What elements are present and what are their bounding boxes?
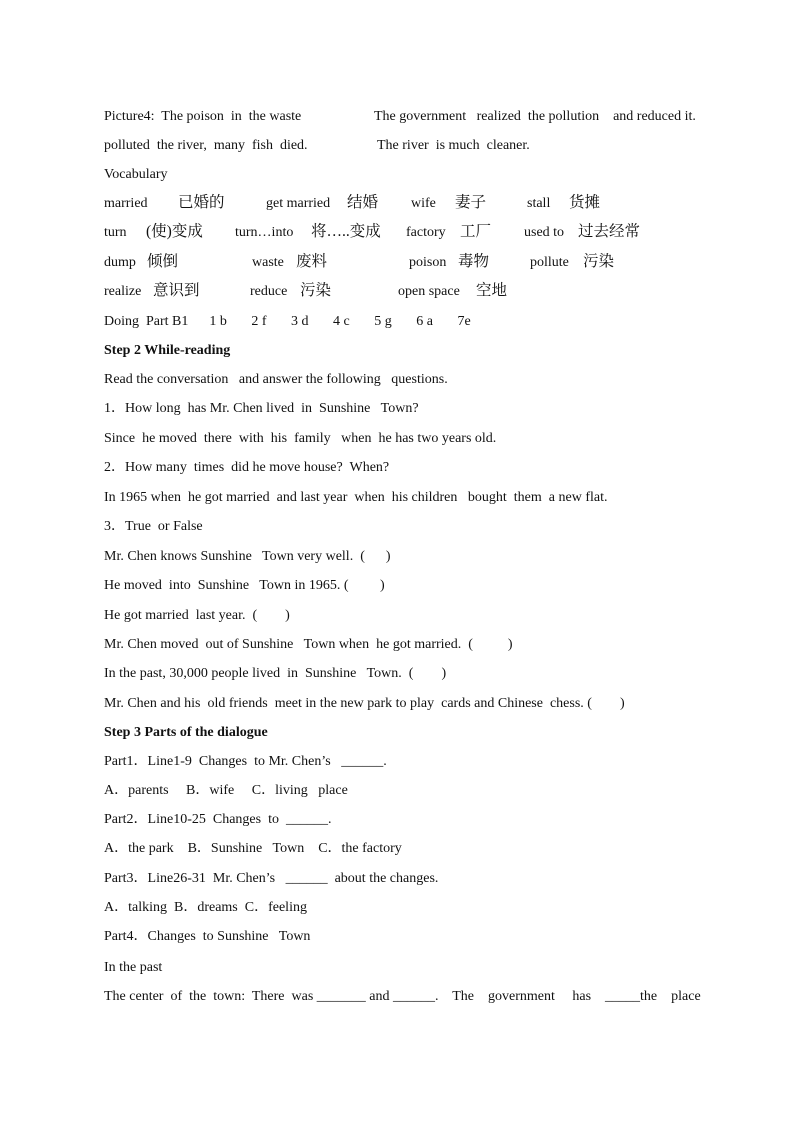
vocab-cn: 已婚的 bbox=[178, 194, 225, 211]
part2-options: A．the park B．Sunshine Town C．the factory bbox=[104, 841, 402, 856]
question-2: 2．How many times did he move house? When? bbox=[104, 460, 390, 475]
vocab-cn: 废料 bbox=[296, 253, 328, 270]
vocab-cn: 空地 bbox=[476, 282, 508, 299]
step3-heading: Step 3 Parts of the dialogue bbox=[104, 725, 268, 740]
answer-2: In 1965 when he got married and last year when his children bought them a new flat. bbox=[104, 490, 608, 505]
vocab-en: dump bbox=[104, 255, 136, 270]
vocab-en: reduce bbox=[250, 284, 288, 299]
vocab-en: turn bbox=[104, 225, 127, 240]
picture4-right-line1: The government realized the pollution and reduced it. bbox=[374, 109, 696, 124]
part4-prompt: Part4．Changes to Sunshine Town bbox=[104, 929, 311, 944]
vocab-cn: 污染 bbox=[300, 282, 332, 299]
question-3: 3．True or False bbox=[104, 519, 203, 534]
true-false-item: Mr. Chen and his old friends meet in the new park to play cards and Chinese chess. ( ) bbox=[104, 696, 625, 711]
vocab-cn: 妻子 bbox=[455, 194, 487, 211]
in-the-past-label: In the past bbox=[104, 960, 163, 975]
true-false-item: He got married last year. ( ) bbox=[104, 608, 290, 623]
part2-prompt: Part2．Line10-25 Changes to ______. bbox=[104, 812, 332, 827]
vocab-cn: 工厂 bbox=[460, 223, 492, 240]
true-false-item: He moved into Sunshine Town in 1965. ( ) bbox=[104, 578, 385, 593]
part3-prompt: Part3．Line26-31 Mr. Chen’s ______ about the changes. bbox=[104, 871, 439, 886]
town-center-line: The center of the town: There was _______ and ______. The government has _____the place bbox=[104, 989, 701, 1004]
vocab-en: poison bbox=[409, 255, 447, 270]
true-false-item: In the past, 30,000 people lived in Sunshine Town. ( ) bbox=[104, 666, 447, 681]
true-false-item: Mr. Chen knows Sunshine Town very well. ( ) bbox=[104, 549, 391, 564]
vocab-cn: (使)变成 bbox=[146, 223, 203, 240]
vocab-en: pollute bbox=[530, 255, 569, 270]
vocab-en: turn…into bbox=[235, 225, 294, 240]
vocab-cn: 倾倒 bbox=[147, 253, 179, 270]
vocab-en: get married bbox=[266, 196, 331, 211]
vocab-en: realize bbox=[104, 284, 142, 299]
part1-options: A．parents B．wife C．living place bbox=[104, 783, 348, 798]
picture4-right-line2: The river is much cleaner. bbox=[377, 138, 530, 153]
question-1: 1．How long has Mr. Chen lived in Sunshine Town? bbox=[104, 401, 419, 416]
vocab-cn: 毒物 bbox=[458, 253, 490, 270]
vocab-en: married bbox=[104, 196, 148, 211]
step2-instruction: Read the conversation and answer the following questions. bbox=[104, 372, 448, 387]
picture4-left-line1: Picture4: The poison in the waste bbox=[104, 109, 302, 124]
vocab-cn: 意识到 bbox=[153, 282, 200, 299]
answer-1: Since he moved there with his family when he has two years old. bbox=[104, 431, 497, 446]
step2-heading: Step 2 While-reading bbox=[104, 343, 231, 358]
doing-part-b1: Doing Part B1 1 b 2 f 3 d 4 c 5 g 6 a 7e bbox=[104, 314, 471, 329]
vocab-cn: 污染 bbox=[583, 253, 615, 270]
vocab-en: stall bbox=[527, 196, 551, 211]
vocab-en: waste bbox=[252, 255, 284, 270]
vocab-cn: 结婚 bbox=[347, 194, 379, 211]
vocab-cn: 过去经常 bbox=[578, 223, 641, 240]
picture4-left-line2: polluted the river, many fish died. bbox=[104, 138, 308, 153]
part1-prompt: Part1．Line1-9 Changes to Mr. Chen’s ______. bbox=[104, 754, 387, 769]
vocab-en: open space bbox=[398, 284, 460, 299]
vocab-cn: 将…..变成 bbox=[311, 223, 381, 240]
vocab-cn: 货摊 bbox=[569, 194, 601, 211]
vocabulary-heading: Vocabulary bbox=[104, 167, 168, 182]
vocab-en: wife bbox=[411, 196, 436, 211]
vocab-en: used to bbox=[524, 225, 565, 240]
part3-options: A．talking B．dreams C．feeling bbox=[104, 900, 307, 915]
vocab-en: factory bbox=[406, 225, 446, 240]
true-false-item: Mr. Chen moved out of Sunshine Town when he got married. ( ) bbox=[104, 637, 513, 652]
